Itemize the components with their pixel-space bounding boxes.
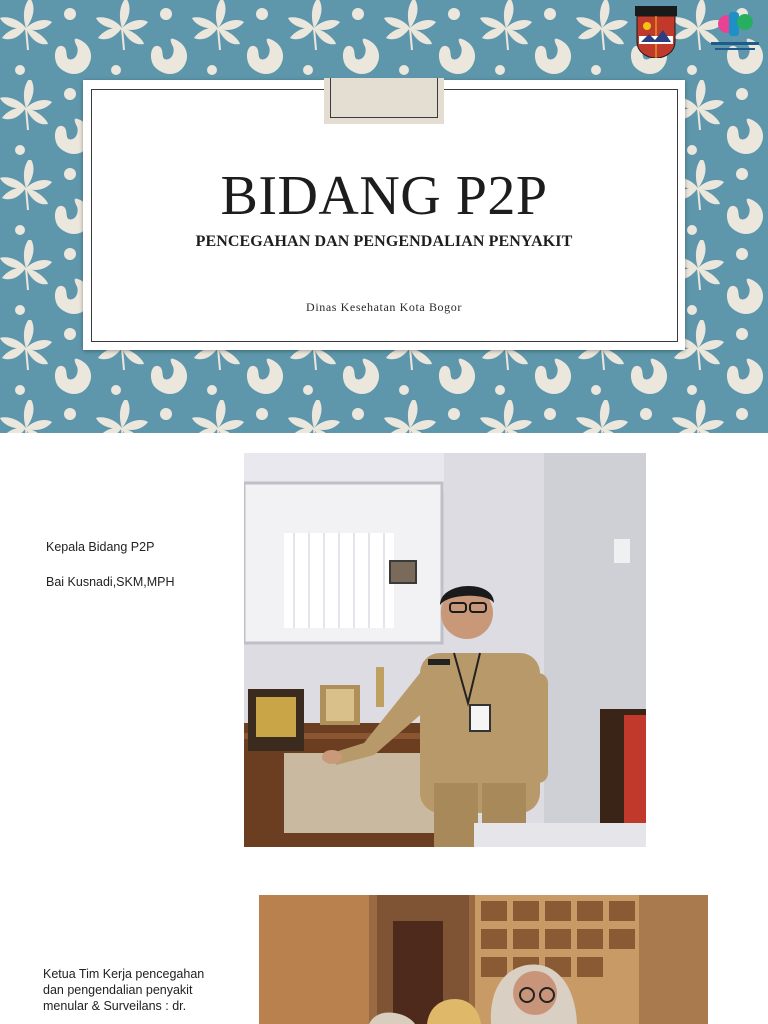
head-of-division-slide bbox=[0, 433, 768, 880]
title-slide bbox=[0, 0, 768, 433]
team-lead-description: Ketua Tim Kerja pencegahan dan pengendalian penyakit menular & Surveilans : dr. bbox=[43, 967, 205, 1013]
dinkes-logo bbox=[707, 8, 763, 56]
person-name: Bai Kusnadi,SKM,MPH bbox=[46, 575, 175, 589]
title-card bbox=[83, 80, 685, 350]
card-tab-decoration bbox=[324, 78, 444, 124]
head-of-division-photo bbox=[244, 453, 646, 847]
team-lead-photo bbox=[259, 895, 708, 1024]
role-label: Kepala Bidang P2P bbox=[46, 540, 155, 554]
slide-subtitle: PENCEGAHAN DAN PENGENDALIAN PENYAKIT bbox=[195, 233, 573, 250]
kota-bogor-logo bbox=[635, 6, 677, 58]
organization-name: Dinas Kesehatan Kota Bogor bbox=[306, 300, 462, 314]
slide-title: BIDANG P2P bbox=[220, 165, 548, 227]
team-lead-slide bbox=[0, 880, 768, 1024]
